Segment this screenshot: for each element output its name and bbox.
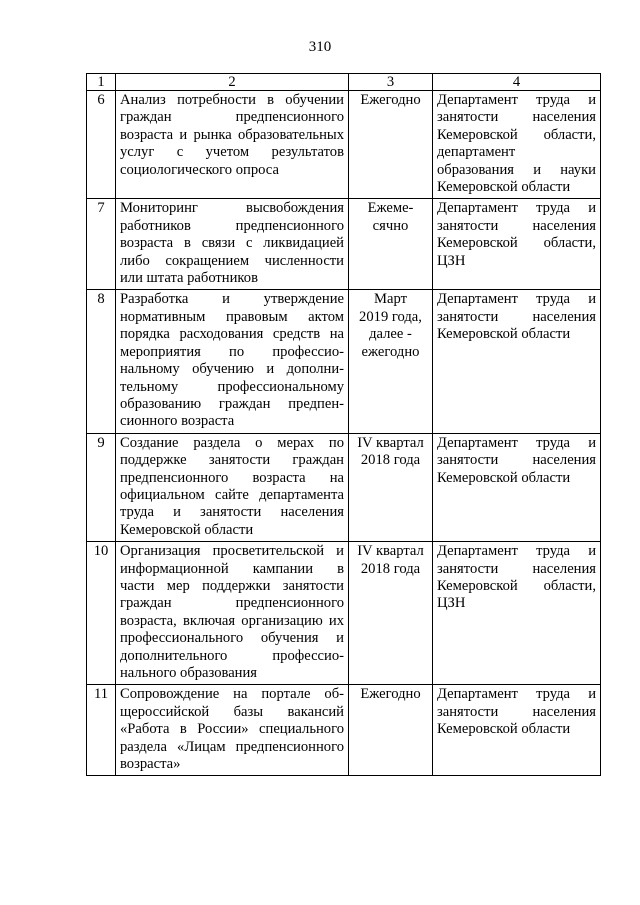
term-cell-line: IV квартал xyxy=(357,434,424,451)
term-cell xyxy=(349,542,433,685)
term-cell-line: Март xyxy=(374,291,407,308)
column-header-4: 4 xyxy=(433,74,601,91)
measure-cell-line: Анализ потребности в обучении xyxy=(120,92,344,108)
page-number: 310 xyxy=(308,39,332,55)
responsible-cell-line: Департамент труда и xyxy=(437,92,596,108)
term-cell-line: Ежеме- xyxy=(367,200,414,217)
responsible-cell xyxy=(433,91,601,199)
measure-cell-line: «Работа в России» специального xyxy=(120,721,344,738)
term-cell-line: Ежегодно xyxy=(360,686,421,703)
responsible-cell-line: занятости населения xyxy=(437,217,596,234)
term-cell xyxy=(349,685,433,776)
measure-cell-line: социологического опроса xyxy=(120,161,279,178)
measure-cell-line: образованию граждан предпен- xyxy=(120,395,344,412)
term-cell-line: ежегодно xyxy=(361,343,420,360)
responsible-cell-line: занятости населения xyxy=(437,560,596,577)
responsible-cell-line: ЦЗН xyxy=(437,252,466,269)
measure-cell-line: возраста» xyxy=(120,756,181,773)
measure-cell-line: щероссийской базы вакансий xyxy=(120,703,344,720)
responsible-cell-line: Департамент труда и xyxy=(437,200,596,217)
row-number: 8 xyxy=(87,290,116,433)
measure-cell-line: услуг с учетом результатов xyxy=(120,144,344,161)
responsible-cell-line: Департамент труда и xyxy=(437,291,596,308)
measure-cell xyxy=(116,685,349,776)
term-cell-line: сячно xyxy=(372,217,409,234)
responsible-cell-line: Департамент труда и xyxy=(437,686,596,703)
term-cell xyxy=(349,199,433,290)
measure-cell-line: труда и занятости населения xyxy=(120,504,344,521)
measure-cell-line: нальному обучению и дополни- xyxy=(120,361,344,378)
measure-cell-line: Мониторинг высвобождения xyxy=(120,200,344,217)
measure-cell-line: сионного возраста xyxy=(120,413,235,430)
measure-cell-line: возраста и рынка образовательных xyxy=(120,126,344,143)
table-header-row xyxy=(87,74,601,91)
measure-cell-line: раздела «Лицам предпенсионного xyxy=(120,738,344,755)
row-number: 9 xyxy=(87,433,116,541)
term-cell-line: далее - xyxy=(369,326,412,343)
measure-cell-line: либо сокращением численности xyxy=(120,252,344,269)
measure-cell-line: Организация просветительской и xyxy=(120,543,344,560)
responsible-cell-line: занятости населения xyxy=(437,109,596,126)
table-row xyxy=(87,91,601,199)
responsible-cell-line: департамент xyxy=(437,144,516,161)
responsible-cell xyxy=(433,542,601,685)
measure-cell xyxy=(116,91,349,199)
row-number: 11 xyxy=(87,685,116,776)
responsible-cell xyxy=(433,199,601,290)
term-cell-line: IV квартал xyxy=(357,543,424,560)
responsible-cell-line: ЦЗН xyxy=(437,595,466,612)
measure-cell xyxy=(116,290,349,433)
measure-cell-line: информационной кампании в xyxy=(120,560,344,577)
measures-table xyxy=(86,73,601,776)
responsible-cell-line: Департамент труда и xyxy=(437,434,596,451)
term-cell-line: 2018 года xyxy=(360,452,421,469)
row-number: 10 xyxy=(87,542,116,685)
measure-cell-line: работников предпенсионного xyxy=(120,217,344,234)
responsible-cell-line: Кемеровской области xyxy=(437,469,571,486)
measure-cell-line: профессионального обучения и xyxy=(120,630,344,647)
column-header-1: 1 xyxy=(87,74,116,91)
measure-cell-line: нормативным правовым актом xyxy=(120,308,344,325)
measure-cell-line: части мер поддержки занятости xyxy=(120,577,344,594)
term-cell-line: 2018 года xyxy=(360,560,421,577)
measure-cell-line: порядка расходования средств на xyxy=(120,326,344,343)
measure-cell-line: мероприятия по профессио- xyxy=(120,343,344,360)
measure-cell-line: поддержке занятости граждан xyxy=(120,452,344,469)
responsible-cell xyxy=(433,685,601,776)
responsible-cell-line: образования и науки xyxy=(437,161,596,178)
measure-cell-line: возраста, включая организацию их xyxy=(120,612,344,629)
table-row xyxy=(87,433,601,541)
responsible-cell-line: Департамент труда и xyxy=(437,543,596,560)
responsible-cell-line: Кемеровской области xyxy=(437,326,571,343)
term-cell-line: 2019 года, xyxy=(359,308,422,325)
measure-cell xyxy=(116,433,349,541)
column-header-2: 2 xyxy=(116,74,349,91)
column-header-3: 3 xyxy=(349,74,433,91)
measure-cell-line: Сопровождение на портале об- xyxy=(120,686,344,703)
responsible-cell-line: Кемеровской области, xyxy=(437,235,596,252)
responsible-cell-line: Кемеровской области xyxy=(437,721,571,738)
responsible-cell-line: Кемеровской области xyxy=(437,179,571,196)
responsible-cell-line: Кемеровской области, xyxy=(437,126,596,143)
measure-cell-line: тельному профессиональному xyxy=(120,378,344,395)
table-row xyxy=(87,542,601,685)
row-number: 7 xyxy=(87,199,116,290)
table-row xyxy=(87,199,601,290)
measure-cell-line: нального образования xyxy=(120,665,258,681)
table-row xyxy=(87,685,601,776)
term-cell xyxy=(349,290,433,433)
measure-cell-line: возраста в связи с ликвидацией xyxy=(120,235,344,252)
term-cell xyxy=(349,433,433,541)
row-number: 6 xyxy=(87,91,116,199)
measure-cell-line: предпенсионного возраста на xyxy=(120,469,344,486)
measure-cell-line: или штата работников xyxy=(120,270,258,287)
measure-cell xyxy=(116,542,349,685)
measure-cell-line: дополнительного профессио- xyxy=(120,647,344,664)
measure-cell-line: граждан предпенсионного xyxy=(120,595,344,612)
responsible-cell-line: занятости населения xyxy=(437,703,596,720)
responsible-cell-line: занятости населения xyxy=(437,452,596,469)
measure-cell-line: Разработка и утверждение xyxy=(120,291,344,308)
responsible-cell-line: занятости населения xyxy=(437,308,596,325)
measure-cell xyxy=(116,199,349,290)
measure-cell-line: граждан предпенсионного xyxy=(120,109,344,126)
measure-cell-line: официальном сайте департамента xyxy=(120,486,344,503)
table-row xyxy=(87,290,601,433)
measure-cell-line: Кемеровской области xyxy=(120,521,254,538)
term-cell xyxy=(349,91,433,199)
term-cell-line: Ежегодно xyxy=(360,92,421,108)
measure-cell-line: Создание раздела о мерах по xyxy=(120,434,344,451)
responsible-cell xyxy=(433,433,601,541)
responsible-cell-line: Кемеровской области, xyxy=(437,577,596,594)
responsible-cell xyxy=(433,290,601,433)
